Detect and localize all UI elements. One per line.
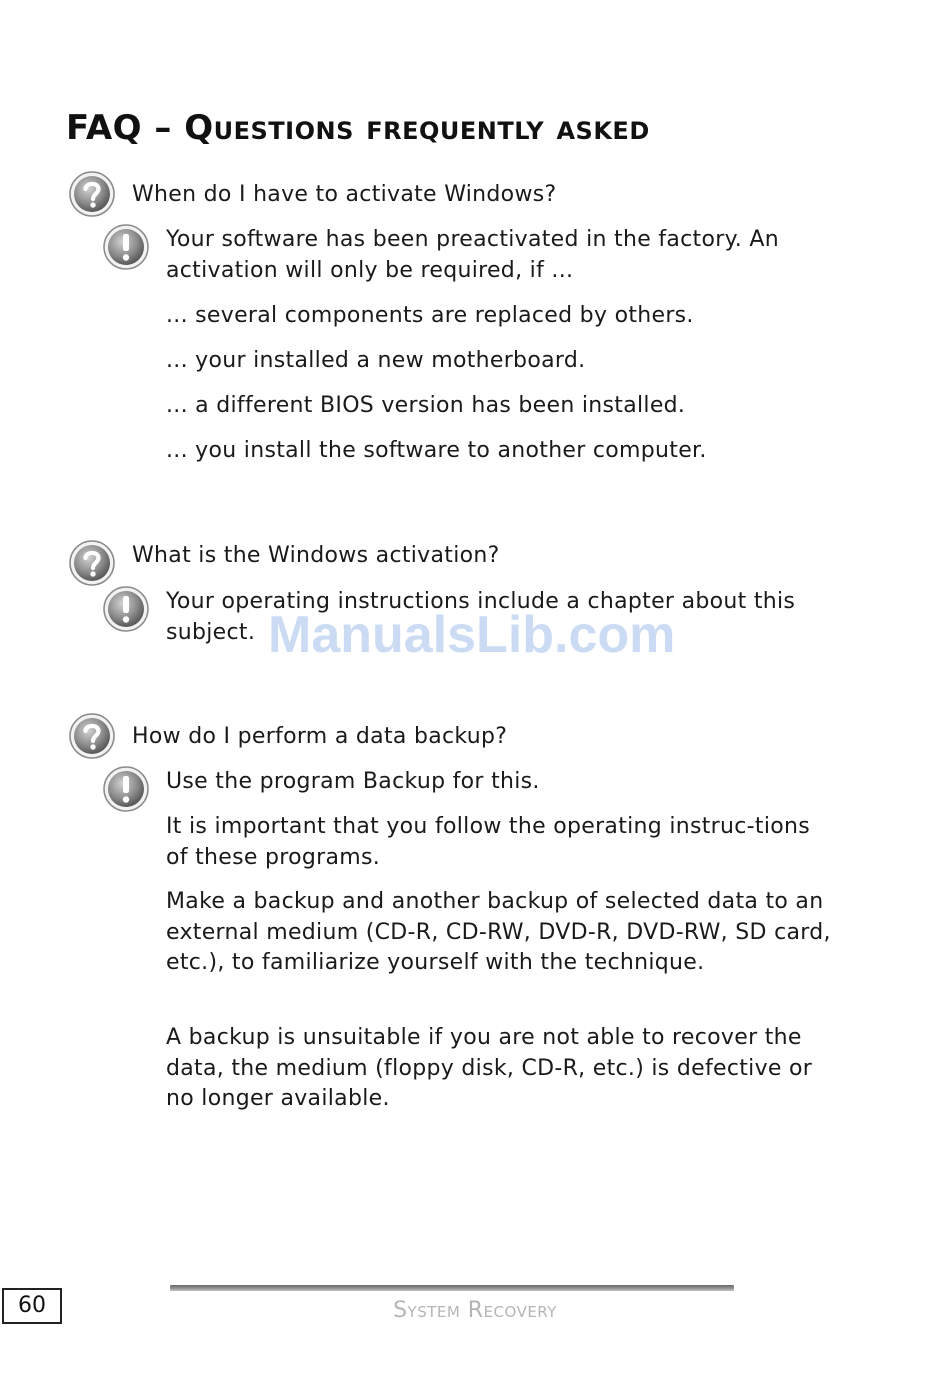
faq-answer-paragraph: It is important that you follow the operating instruc-tions of these programs. [166,814,811,870]
faq-question: What is the Windows activation? [132,543,500,568]
page-number: 60 [2,1288,62,1324]
watermark: ManualsLib.com [268,606,676,664]
exclamation-mark-icon [102,223,150,271]
faq-answer-paragraph: Use the program Backup for this. [166,769,540,794]
faq-answer-paragraph: Your software has been preactivated in the factory. An activation will only be required, if ... [166,227,779,283]
faq-answer-paragraph: Make a backup and another backup of selected data to an external medium (CD-R, CD-RW, DVD-R, DVD-RW, SD card, etc.), to familiarize yourself with the technique. [166,889,831,975]
question-mark-icon [68,539,116,587]
faq-answer-list-item: ... a different BIOS version has been installed. [166,393,686,418]
footer-section-title: System Recovery [393,1298,557,1323]
faq-question: How do I perform a data backup? [132,724,508,749]
exclamation-mark-icon [102,585,150,633]
question-mark-icon [68,712,116,760]
faq-answer-paragraph: Your operating instructions include a chapter about this subject. [166,589,796,645]
question-mark-icon [68,170,116,218]
faq-answer-paragraph: A backup is unsuitable if you are not able to recover the data, the medium (floppy disk, CD-R, etc.) is defective or no longer available. [166,1025,813,1111]
faq-answer-list-item: ... you install the software to another computer. [166,438,707,463]
page-heading: FAQ – Questions frequently asked [66,108,650,148]
faq-answer-list-item: ... several components are replaced by others. [166,303,694,328]
footer-rule [170,1285,734,1291]
exclamation-mark-icon [102,765,150,813]
faq-question: When do I have to activate Windows? [132,182,557,207]
faq-answer-list-item: ... your installed a new motherboard. [166,348,586,373]
